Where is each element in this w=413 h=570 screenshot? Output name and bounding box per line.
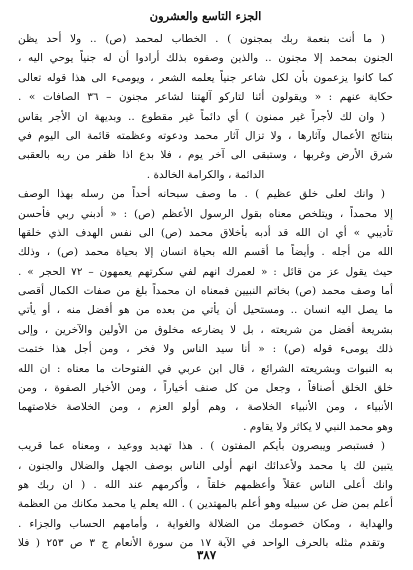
text-line: الجنون بمحمد إلا مجنون .. والذين وصفوه بذلك أرادوا أن له جنياً يوحي اليه ، xyxy=(18,52,393,65)
page-body xyxy=(18,30,393,554)
text-line: وانك أعلى الناس عقلاً وأعظمهم خلقاً ، وأكرمهم عند الله . ( ان ربك هو xyxy=(18,478,393,491)
text-line: تأديبي » أي ان الله قد أدبه بأخلاق محمد (ص) الى نفس الهدف الذي خلقها xyxy=(18,226,393,239)
text-line: وتقدم مثله بالحرف الواحد في الآية ١٧ من سورة الأنعام ج ٣ ص ٢٥٣ ( فلا xyxy=(18,537,385,550)
text-line: الدائمة ، والكرامة الخالدة . xyxy=(146,168,265,181)
text-line: شرق الأرض وغربها ، وستبقى الى آخر يوم ، فلا بدع اذا ظفر من ربه بالعقبى xyxy=(18,149,393,162)
running-header: الجزء التاسع والعشرون xyxy=(149,9,262,23)
text-line: حكاية عنهم : « ويقولون أئنا لتاركو آلهتنا لشاعر مجنون – ٣٦ الصافات » . xyxy=(18,91,393,104)
page-number: ٣٨٧ xyxy=(196,548,217,562)
text-line: خلق الخلق أصنافاً ، وجعل من كل صنف أخياراً ، ومن الأخيار الصفوة ، ومن xyxy=(18,382,393,395)
text-line: ذلك يومىء قوله (ص) : « أنا سيد الناس ولا فخر ، ومن أجل هذا ختمت xyxy=(18,343,393,356)
text-line: بشريعة أفضل من شريعته ، بل لا يضارعه مخلوق من الأولين والآخرين ، وإلى xyxy=(18,323,393,336)
text-line: به النبوات وبشريعته الشرائع ، قال ابن عربي في الفتوحات ما معناه : ان الله xyxy=(18,362,393,375)
text-line: وهو محمد النبي لا يكاثر ولا يقاوم . xyxy=(243,420,393,433)
text-line: كما كانوا يزعمون بأن لكل شاعر جنياً يعلمه الشعر ، ويومىء الى هذا قوله تعالى xyxy=(18,71,393,84)
text-line: يتبين لك يا محمد ولأعدائك انهم أولى الناس بوصف الجهل والضلال والجنون ، xyxy=(18,459,393,472)
text-line: حيث يقول عز من قائل : « لعمرك انهم لفي سكرتهم يعمهون – ٧٢ الحجر » . xyxy=(18,265,393,278)
text-line: ( ما أنت بنعمة ربك بمجنون ) . الخطاب لمحمد (ص) .. ولا أحد يظن xyxy=(18,33,385,45)
text-line: الأنبياء ، ومن الأنبياء الخلاصة ، وهم أولو العزم ، ومن الخلاصة خلاصتهما xyxy=(18,401,393,414)
text-line: والهداية ، ومكان خصومك من الضلالة والغواية ، وأمامهم الحساب والجزاء . xyxy=(18,517,393,530)
text-line: ( وانك لعلى خلق عظيم ) . ما وصف سبحانه أحداً من رسله بهذا الوصف xyxy=(18,188,385,201)
text-line: بنتائج الأعمال وآثارها ، ولا تزال آثار محمد ودعوته وعظمته قائمة الى اليوم في xyxy=(18,129,393,142)
text-line: الله من أجله . وأيضاً ما أقسم الله بحياة انسان إلا بحياة محمد (ص) ، وذلك xyxy=(18,246,393,259)
text-line: ( فستبصر ويبصرون بأيكم المفتون ) . هذا تهديد ووعيد ، ومعناه عما قريب xyxy=(18,440,385,453)
text-line: أعلم بمن ضل عن سبيله وهو أعلم بالمهتدين ) . الله يعلم يا محمد مكانك من العظمة xyxy=(18,498,393,511)
text-line: أما وصف محمد (ص) بخاتم النبيين فمعناه ان محمداً بلغ من صفات الكمال أقصى xyxy=(18,285,393,298)
text-line: ما يصل اليه انسان .. ومستحيل أن يأتي من بعده من هو أفضل منه ، أو يأتي xyxy=(18,304,393,317)
text-line: ( وان لك لأجراً غير ممنون ) أي دائماً غير مقطوع .. وبديهة ان الأجر يقاس xyxy=(18,110,385,123)
text-line: إلا محمداً ، ويتلخص معناه بقول الرسول الأعظم (ص) : « أدبني ربي فأحسن xyxy=(18,207,393,220)
